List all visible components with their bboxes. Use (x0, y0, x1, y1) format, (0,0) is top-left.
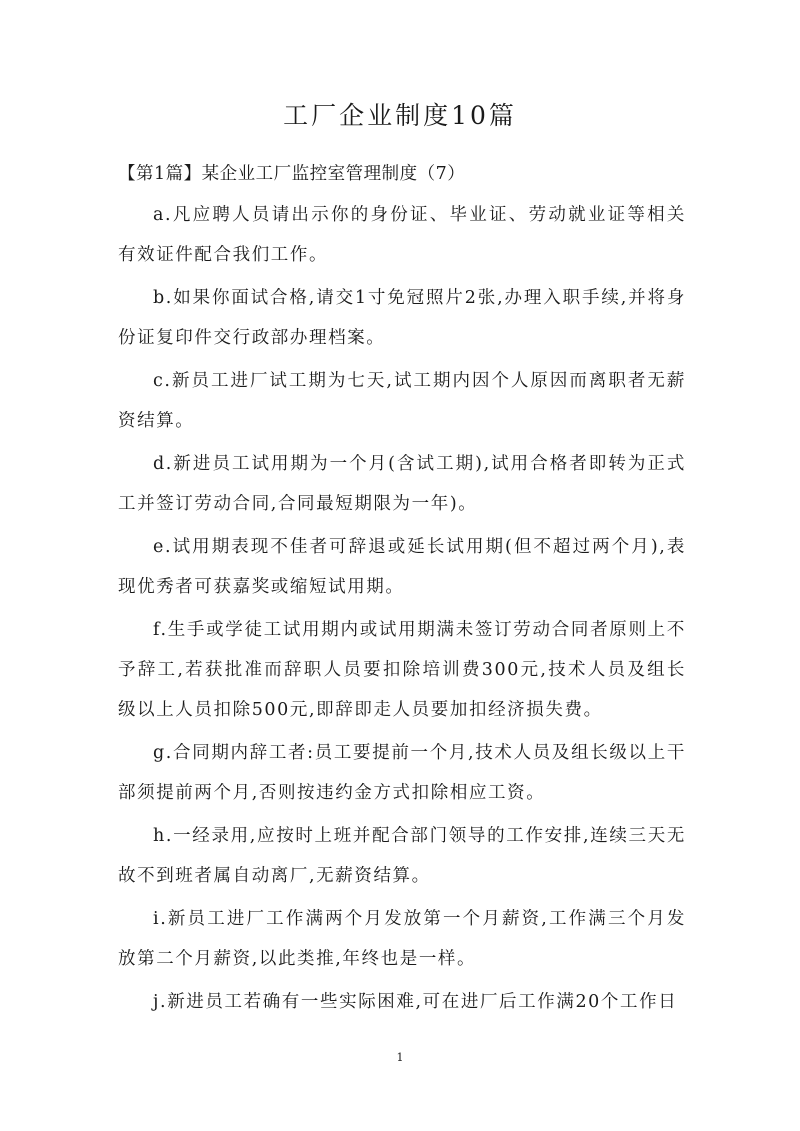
paragraph-d: d.新进员工试用期为一个月(含试工期),试用合格者即转为正式工并签订劳动合同,合同最短期限为一年)。 (118, 454, 686, 514)
paragraph-f: f.生手或学徒工试用期内或试用期满未签订劳动合同者原则上不予辞工,若获批准而辞职人员要扣除培训费300元,技术人员及组长级以上人员扣除500元,即辞即走人员要加扣经济损失费。 (118, 620, 686, 720)
paragraph-g: g.合同期内辞工者:员工要提前一个月,技术人员及组长级以上干部须提前两个月,否则按违约金方式扣除相应工资。 (118, 743, 686, 803)
paragraph-i: i.新员工进厂工作满两个月发放第一个月薪资,工作满三个月发放第二个月薪资,以此类推,年终也是一样。 (118, 909, 686, 969)
paragraph-a: a.凡应聘人员请出示你的身份证、毕业证、劳动就业证等相关有效证件配合我们工作。 (118, 205, 686, 265)
document-title: 工厂企业制度10篇 (283, 101, 517, 130)
paragraph-e: e.试用期表现不佳者可辞退或延长试用期(但不超过两个月),表现优秀者可获嘉奖或缩短试用期。 (118, 537, 686, 597)
paragraph-c: c.新员工进厂试工期为七天,试工期内因个人原因而离职者无薪资结算。 (118, 371, 686, 431)
page-number: 1 (396, 1051, 404, 1064)
paragraph-j: j.新进员工若确有一些实际困难,可在进厂后工作满20个工作日 (153, 992, 678, 1012)
paragraph-h: h.一经录用,应按时上班并配合部门领导的工作安排,连续三天无故不到班者属自动离厂,无薪资结算。 (118, 826, 686, 886)
section-heading: 【第1篇】某企业工厂监控室管理制度（7） (118, 164, 466, 184)
document-body (118, 195, 686, 1025)
paragraph-b: b.如果你面试合格,请交1寸免冠照片2张,办理入职手续,并将身份证复印件交行政部办理档案。 (118, 288, 686, 348)
